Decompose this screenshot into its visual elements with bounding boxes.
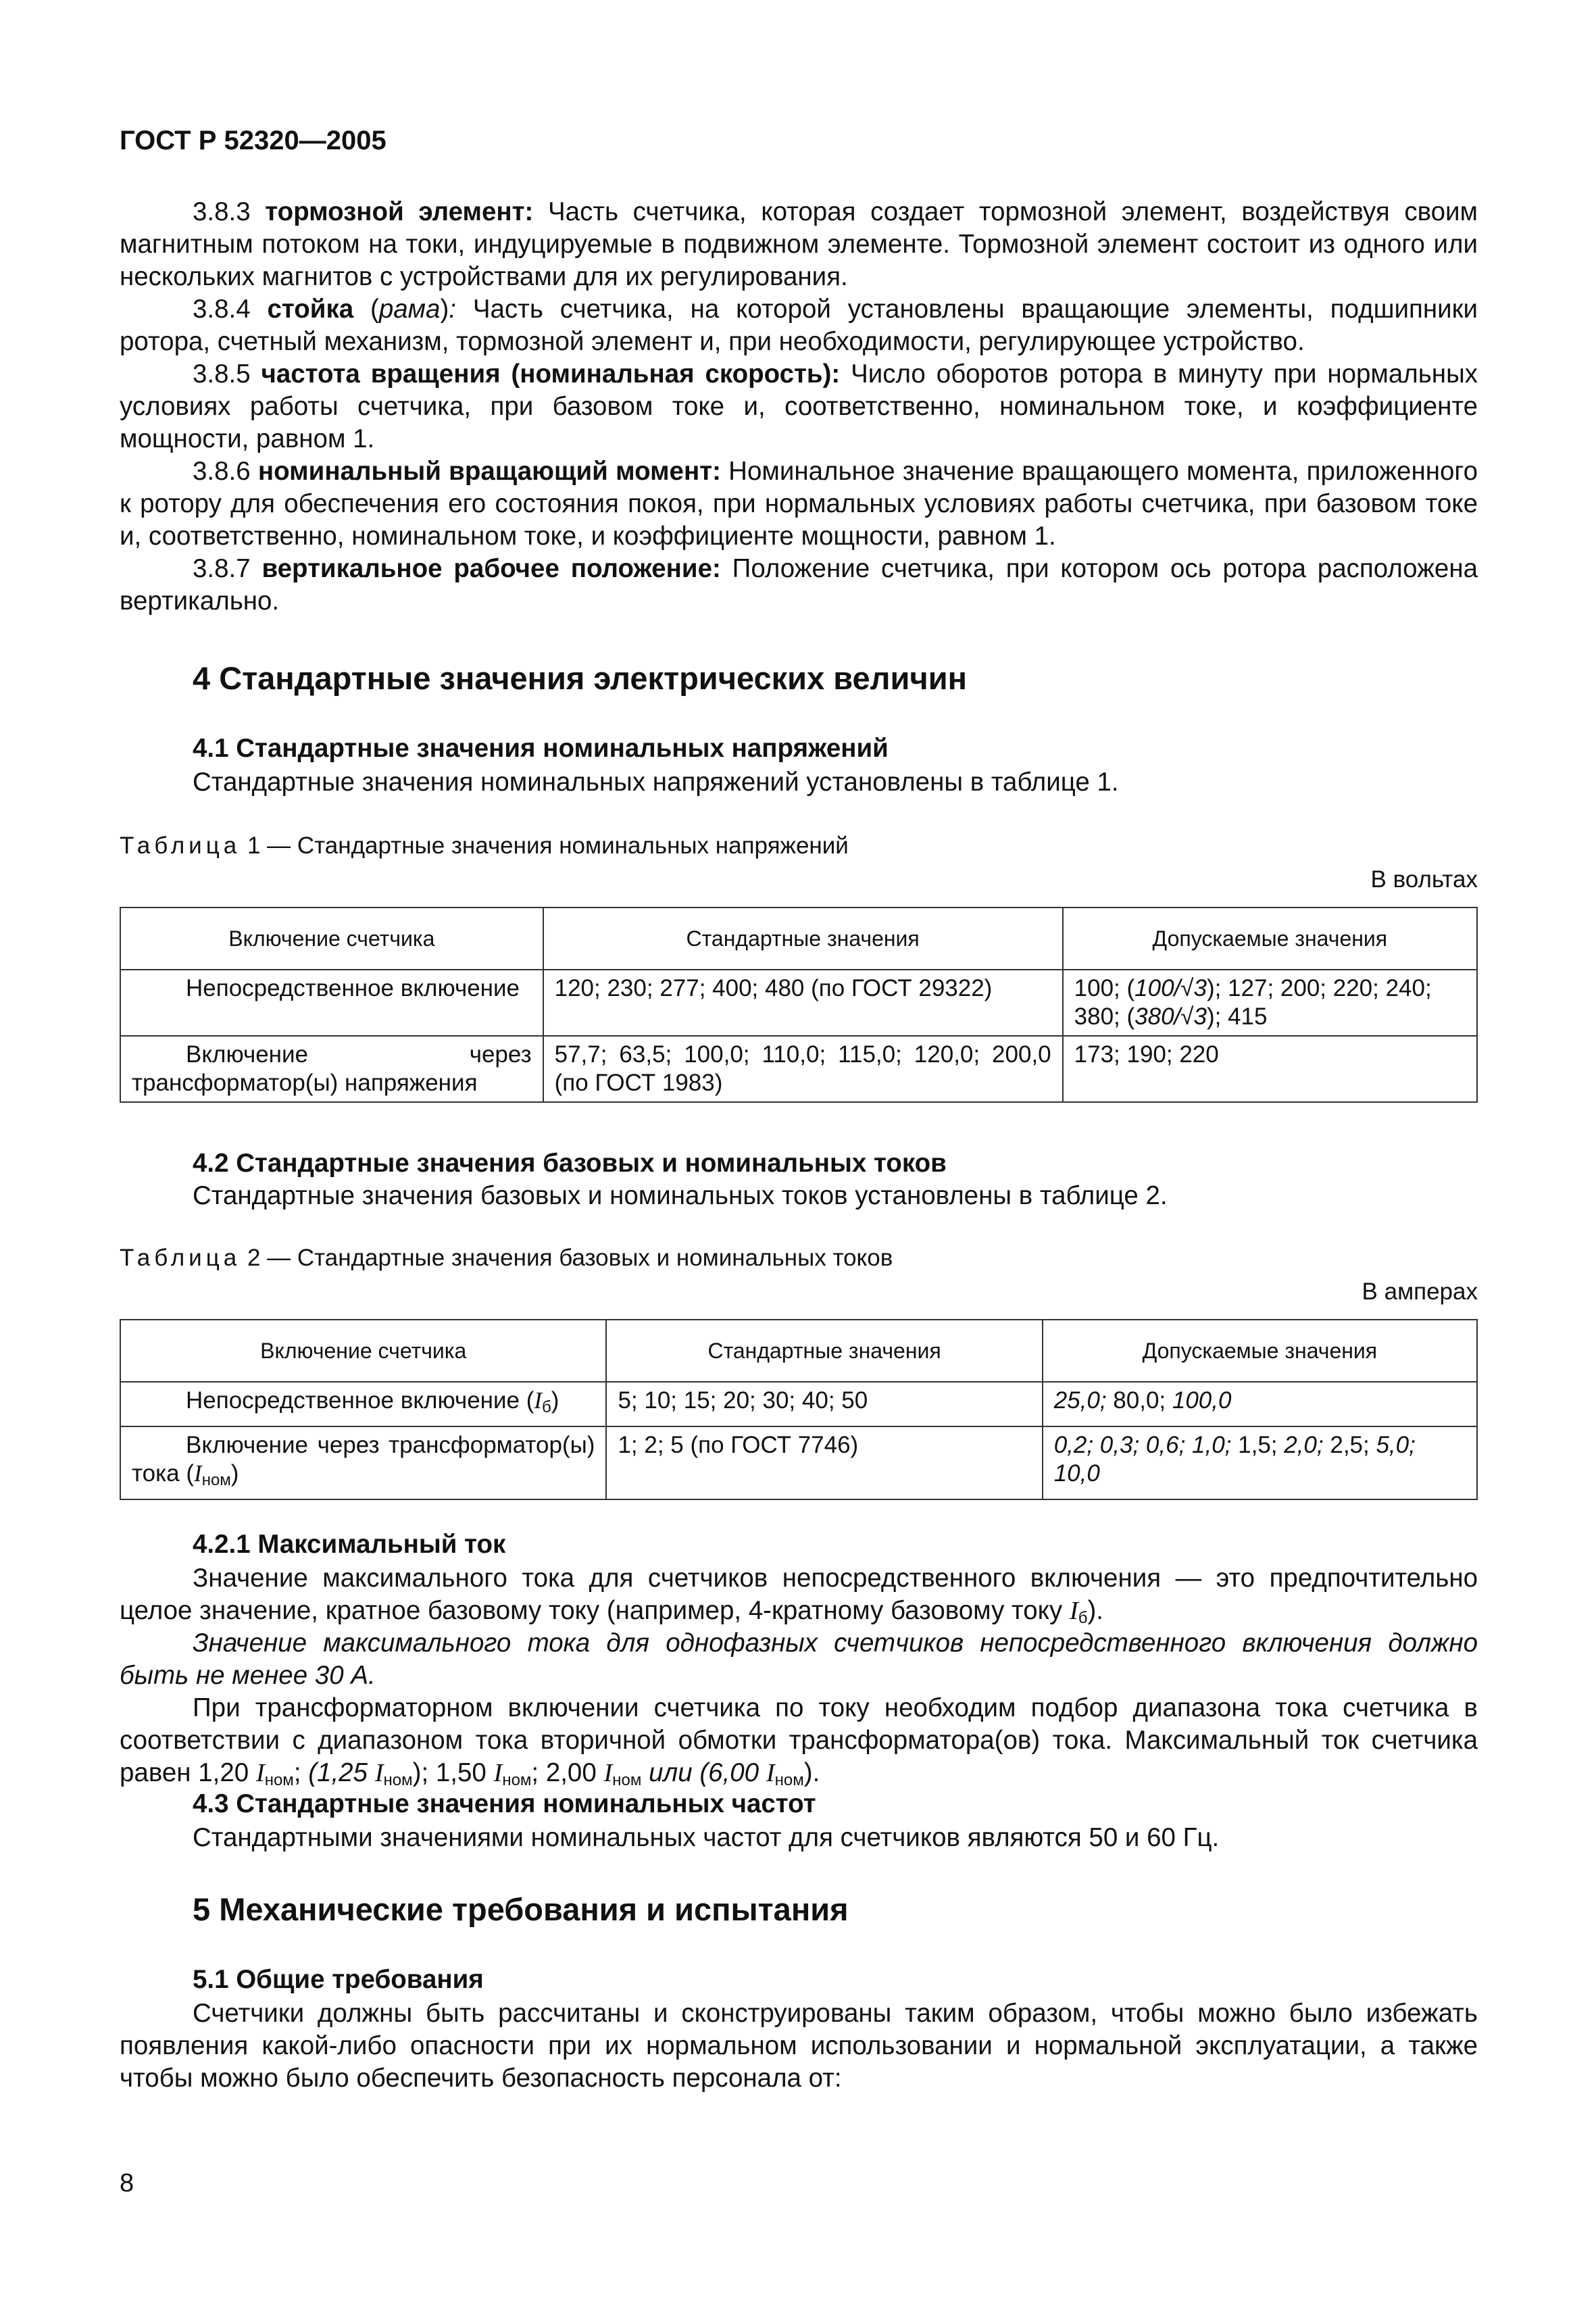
section-4-2-1-para-1: Значение максимального тока для счетчиков непосредственного включения — это предпочтительно целое значение, кратное базовому току (например, 4-кратному базовому току $I_б$). [120, 1564, 1478, 1627]
clause-number: 3.8.5 [193, 359, 251, 389]
table-row [120, 1426, 1477, 1499]
term-alt: рама [378, 295, 441, 324]
section-4-1-heading: 4.1 Стандартные значения номинальных напряжений [193, 734, 889, 763]
section-4-2-1-para-3: При трансформаторном включении счетчика по току необходим подбор диапазона тока счетчика в соответствии с диапазоном тока вторичной обмотки трансформатора(ов) тока. Максимальный ток счетчика равен 1,20 $I_{ном}$; (1,25 $I_{ном}$); 1,50 $I_{ном}$; 2,00 $I_{ном}$ или (6,00 $I_{ном}$). [120, 1693, 1478, 1789]
table-cell: 1; 2; 5 (по ГОСТ 7746) [606, 1426, 1042, 1499]
clause-number: 3.8.6 [193, 457, 251, 486]
term: стойка [267, 295, 354, 324]
table-header-cell: Стандартные значения [543, 907, 1063, 970]
section-5-1-text: Счетчики должны быть рассчитаны и сконструированы таким образом, чтобы можно было избежать появления какой-либо опасности при их нормальном использовании и нормальной эксплуатации, а также чтобы можно было обеспечить безопасность персонала от: [120, 1999, 1478, 2093]
section-4-3-heading: 4.3 Стандартные значения номинальных частот [193, 1789, 816, 1818]
table-cell: 0,2; 0,3; 0,6; 1,0; 1,5; 2,0; 2,5; 5,0; 10,0 [1043, 1426, 1477, 1499]
term: тормозной элемент: [265, 197, 534, 226]
table-1 [120, 907, 1478, 1103]
clause-3-8-4: 3.8.4 стойка (рама): Часть счетчика, на которой установлены вращающие элементы, подшипники ротора, счетный механизм, тормозной элемент и, при необходимости, регулирующее устройство. [120, 295, 1478, 356]
table-1-unit: В вольтах [1370, 866, 1478, 893]
clause-3-8-3 [120, 196, 1478, 293]
clause-number: 3.8.3 [193, 197, 251, 226]
table-cell: 25,0; 80,0; 100,0 [1043, 1382, 1477, 1426]
document-header: ГОСТ Р 52320—2005 [120, 126, 386, 155]
table-header-cell: Стандартные значения [606, 1320, 1042, 1382]
section-5-1-heading: 5.1 Общие требования [193, 1965, 484, 1994]
table-row [120, 1382, 1477, 1426]
table-header-cell: Допускаемые значения [1043, 1320, 1477, 1382]
table-cell: 57,7; 63,5; 100,0; 110,0; 115,0; 120,0; 200,0 (по ГОСТ 1983) [543, 1036, 1063, 1102]
table-cell: 120; 230; 277; 400; 480 (по ГОСТ 29322) [543, 970, 1063, 1036]
table-cell: 173; 190; 220 [1063, 1036, 1477, 1102]
table-row [120, 1036, 1477, 1102]
table-2 [120, 1319, 1478, 1500]
section-4-3-text: Стандартными значениями номинальных частот для счетчиков являются 50 и 60 Гц. [193, 1823, 1220, 1852]
section-4-2-1-para-2: Значение максимального тока для однофазных счетчиков непосредственного включения должно быть не менее 30 А. [120, 1628, 1478, 1690]
clause-number: 3.8.4 [193, 295, 251, 324]
table-cell: Включение через трансформатор(ы) тока $(I_{ном})$ [120, 1426, 606, 1499]
table-row [120, 970, 1477, 1036]
section-5-heading: 5 Механические требования и испытания [193, 1891, 849, 1927]
section-4-2-1-heading: 4.2.1 Максимальный ток [193, 1530, 506, 1559]
definition: Номинальное значение вращающего момента, приложенного к ротору для обеспечения его состояния покоя, при нормальных условиях работы счетчика, при базовом токе и, соответственно, номинальном токе, и коэффициенте мощности, равном 1. [120, 457, 1478, 551]
table-cell: Непосредственное включение $(I_б)$ [120, 1382, 606, 1426]
table-header-cell: Допускаемые значения [1063, 907, 1477, 970]
clause-3-8-7 [120, 553, 1478, 618]
table-header-cell: Включение счетчика [120, 907, 543, 970]
definition: Часть счетчика, на которой установлены вращающие элементы, подшипники ротора, счетный механизм, тормозной элемент и, при необходимости, регулирующее устройство. [120, 295, 1478, 356]
table-cell: 5; 10; 15; 20; 30; 40; 50 [606, 1382, 1042, 1426]
page-number: 8 [120, 2169, 134, 2197]
definition: Положение счетчика, при котором ось ротора расположена вертикально. [120, 554, 1478, 616]
clause-3-8-6 [120, 455, 1478, 553]
section-4-heading: 4 Стандартные значения электрических величин [193, 660, 967, 696]
section-4-1-text: Стандартные значения номинальных напряжений установлены в таблице 1. [193, 768, 1119, 797]
section-4-2-heading: 4.2 Стандартные значения базовых и номинальных токов [193, 1149, 947, 1178]
table-cell: 100; (100/√3); 127; 200; 220; 240; 380; (380/√3); 415 [1063, 970, 1477, 1036]
table-2-caption: Таблица 2 — Стандартные значения базовых и номинальных токов [120, 1245, 893, 1271]
table-2-unit: В амперах [1362, 1278, 1478, 1305]
clause-number: 3.8.7 [193, 554, 251, 583]
term: вертикальное рабочее положение: [261, 554, 721, 583]
table-cell: Непосредственное включение [120, 970, 543, 1036]
term: номинальный вращающий момент: [257, 457, 721, 486]
term: частота вращения (номинальная скорость): [261, 359, 841, 389]
table-1-caption: Таблица 1 — Стандартные значения номинальных напряжений [120, 832, 849, 859]
section-4-2-text: Стандартные значения базовых и номинальных токов установлены в таблице 2. [193, 1181, 1168, 1210]
definition: Часть счетчика, которая создает тормозной элемент, воздействуя своим магнитным потоком на токи, индуцируемые в подвижном элементе. Тормозной элемент состоит из одного или нескольких магнитов с устройствами для их регулирования. [120, 197, 1478, 291]
table-header-cell: Включение счетчика [120, 1320, 606, 1382]
table-cell: Включение через трансформатор(ы) напряжения [120, 1036, 543, 1102]
definition: Число оборотов ротора в минуту при нормальных условиях работы счетчика, при базовом токе и, соответственно, номинальном токе, и коэффициенте мощности, равном 1. [120, 359, 1478, 453]
clause-3-8-5 [120, 358, 1478, 455]
